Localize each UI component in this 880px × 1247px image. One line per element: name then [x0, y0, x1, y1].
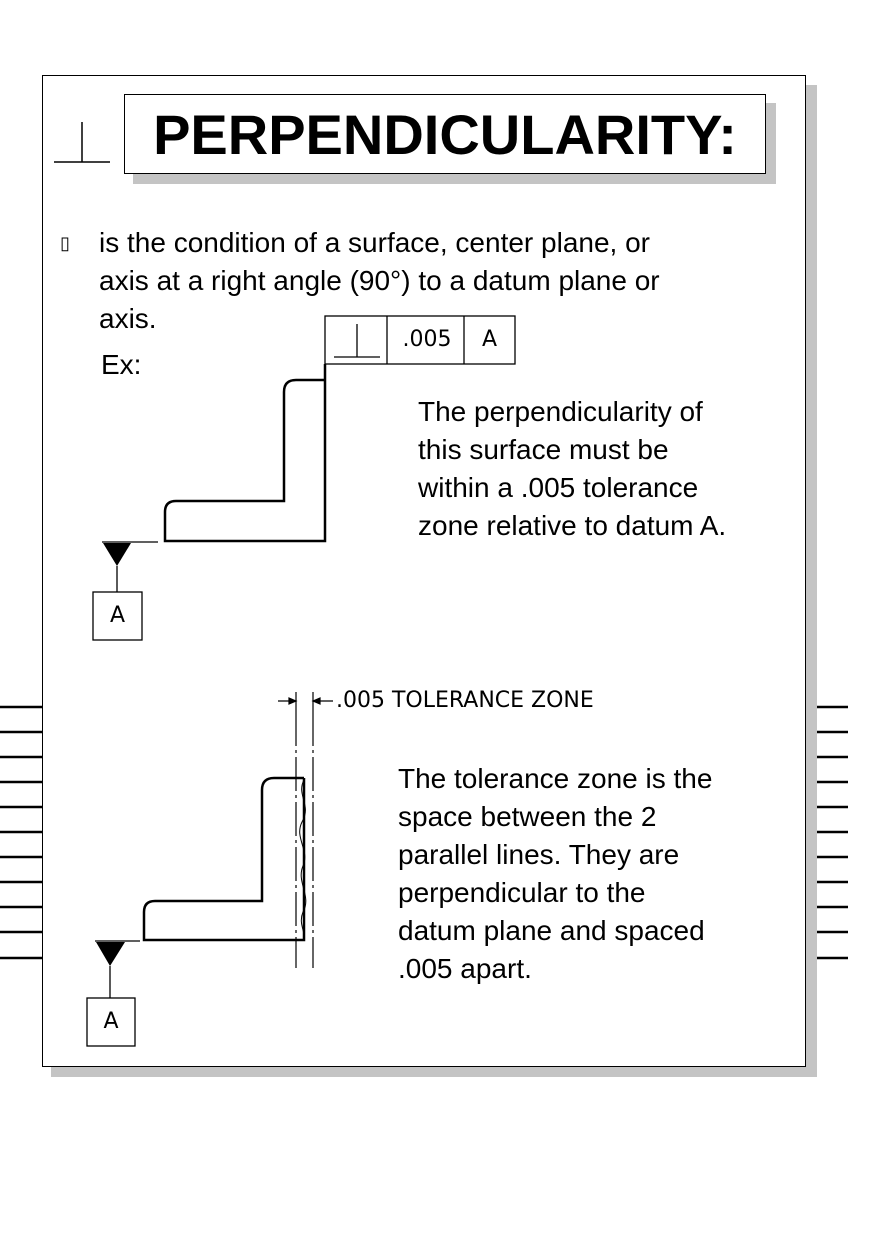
explanation-2: [398, 760, 798, 988]
datum-label-1: A: [109, 603, 126, 628]
explanation-1-line-2: this surface must be: [418, 434, 669, 465]
tolerance-zone-label: .005 TOLERANCE ZONE: [336, 688, 594, 713]
explanation-1-line-3: within a .005 tolerance: [418, 472, 699, 503]
tolerance-dimension-arrows: [278, 692, 333, 712]
definition-line-2: axis at a right angle (90°) to a datum plane or: [99, 265, 660, 296]
explanation-2-line-2: space between the 2: [398, 801, 657, 832]
definition-line-3: axis.: [99, 303, 157, 334]
definition-line-1: is the condition of a surface, center plane, or: [99, 227, 650, 258]
explanation-2-line-1: The tolerance zone is the: [398, 763, 713, 794]
datum-label-2: A: [103, 1009, 119, 1034]
explanation-2-line-6: .005 apart.: [398, 953, 532, 984]
explanation-2-line-3: parallel lines. They are: [398, 839, 680, 870]
bullet-icon: ▯: [60, 233, 70, 253]
explanation-2-line-5: datum plane and spaced: [398, 915, 705, 946]
page-title: PERPENDICULARITY:: [153, 102, 737, 166]
explanation-2-line-4: perpendicular to the: [398, 877, 646, 908]
explanation-1-line-4: zone relative to datum A.: [418, 510, 727, 541]
example-label: Ex:: [101, 349, 142, 380]
fcf-tolerance: .005: [402, 327, 452, 352]
fcf-datum: A: [481, 327, 498, 352]
explanation-1-line-1: The perpendicularity of: [418, 396, 703, 427]
l-shaped-part-outline-2: [144, 778, 304, 940]
